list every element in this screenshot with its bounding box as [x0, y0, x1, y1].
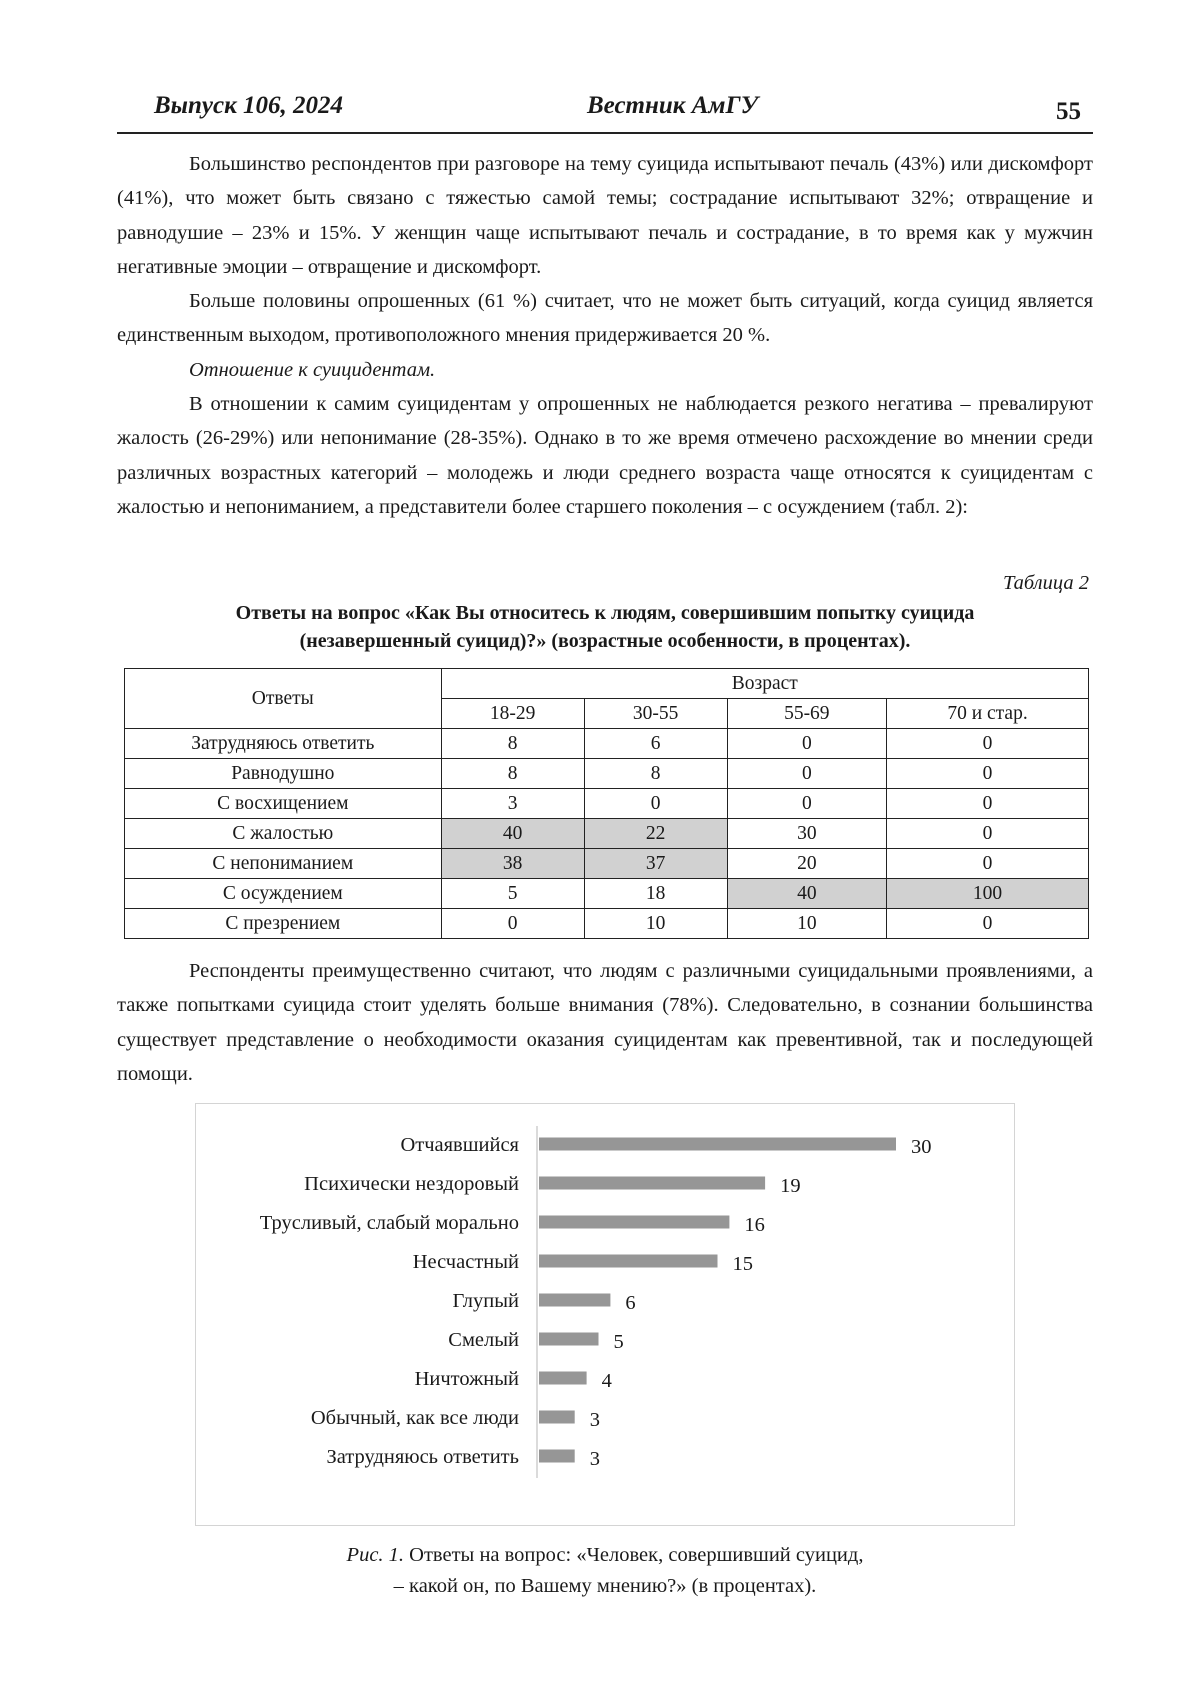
bar	[539, 1372, 587, 1385]
data-label: 3	[589, 1409, 600, 1431]
category-label: Глупый	[452, 1290, 519, 1312]
data-label: 4	[601, 1370, 612, 1392]
answer-cell: С восхищением	[125, 789, 442, 819]
paragraph: Большинство респондентов при разговоре на тему суицида испытывают печаль (43%) или дискомфорт (41%), что может быть связано с тяжестью самой темы; сострадание испытывают 32%; отвращение и равнодушие – 23% и 15%. У женщин чаще испытывают печаль и сострадание, в то время как у мужчин негативные эмоции – отвращение и дискомфорт.	[117, 153, 1093, 278]
value-cell: 0	[727, 729, 886, 759]
bar	[539, 1450, 575, 1463]
body-text-bottom	[117, 954, 1093, 1091]
table-row	[125, 819, 1089, 849]
value-cell: 10	[727, 909, 886, 939]
value-cell: 5	[441, 879, 584, 909]
bar	[539, 1216, 729, 1229]
table-row	[125, 849, 1089, 879]
answer-cell: С презрением	[125, 909, 442, 939]
bar	[539, 1294, 610, 1307]
bar	[539, 1255, 718, 1268]
value-cell: 0	[727, 789, 886, 819]
caption-text: Ответы на вопрос: «Человек, совершивший суицид,	[404, 1544, 864, 1566]
paragraph: Респонденты преимущественно считают, что людям с различными суицидальными проявлениями, а также попытками суицида стоит уделять больше внимания (78%). Следовательно, в сознании большинства существует представление о необходимости оказания суицидентам как превентивной, так и последующей помощи.	[117, 960, 1093, 1085]
value-cell-highlighted: 40	[727, 879, 886, 909]
category-label: Смелый	[448, 1329, 519, 1351]
caption-line: – какой он, по Вашему мнению?» (в процентах).	[393, 1575, 817, 1597]
value-cell-highlighted: 37	[584, 849, 727, 879]
category-label: Затрудняюсь ответить	[326, 1446, 519, 1468]
table-title-line: Ответы на вопрос «Как Вы относитесь к людям, совершившим попытку суицида	[235, 602, 975, 624]
bar	[539, 1333, 599, 1346]
data-label: 3	[589, 1448, 600, 1470]
figure-caption	[117, 1540, 1093, 1602]
answer-cell: С непониманием	[125, 849, 442, 879]
value-cell-highlighted: 38	[441, 849, 584, 879]
paragraph: В отношении к самим суицидентам у опрошенных не наблюдается резкого негатива – превалируют жалость (26-29%) или непонимание (28-35%). Однако в то же время отмечено расхождение во мнении среди различных возрастных категорий – молодежь и люди среднего возраста чаще относятся к суицидентам с жалостью и непониманием, а представители более старшего поколения – с осуждением (табл. 2):	[117, 393, 1093, 518]
value-cell: 3	[441, 789, 584, 819]
category-label: Обычный, как все люди	[310, 1407, 519, 1429]
running-header	[117, 92, 1093, 134]
value-cell: 0	[887, 819, 1089, 849]
table-row	[125, 759, 1089, 789]
value-cell: 0	[887, 729, 1089, 759]
value-cell: 0	[584, 789, 727, 819]
section-subheading: Отношение к суицидентам.	[189, 358, 436, 381]
body-text-top	[117, 147, 1093, 524]
value-cell: 18	[584, 879, 727, 909]
category-label: Отчаявшийся	[400, 1134, 519, 1156]
value-cell-highlighted: 22	[584, 819, 727, 849]
issue-label: Выпуск 106, 2024	[154, 92, 344, 119]
value-cell: 8	[441, 729, 584, 759]
header-answers: Ответы	[125, 669, 442, 729]
category-label: Трусливый, слабый морально	[259, 1212, 519, 1234]
header-age-group: 55-69	[727, 699, 886, 729]
value-cell: 6	[584, 729, 727, 759]
answer-cell: Затрудняюсь ответить	[125, 729, 442, 759]
value-cell: 10	[584, 909, 727, 939]
header-age-group: 18-29	[441, 699, 584, 729]
caption-line	[117, 1540, 1093, 1571]
data-label: 15	[732, 1253, 753, 1275]
data-label: 30	[911, 1136, 932, 1158]
bar	[539, 1138, 896, 1151]
table-title	[117, 599, 1093, 655]
value-cell: 0	[887, 849, 1089, 879]
value-cell: 0	[727, 759, 886, 789]
value-cell: 8	[441, 759, 584, 789]
category-label: Психически нездоровый	[304, 1173, 519, 1195]
table-row	[125, 729, 1089, 759]
value-cell: 0	[441, 909, 584, 939]
data-label: 19	[780, 1175, 801, 1197]
value-cell: 30	[727, 819, 886, 849]
category-label: Несчастный	[412, 1251, 519, 1273]
chart-canvas	[196, 1104, 1016, 1527]
value-cell: 0	[887, 789, 1089, 819]
data-table	[124, 668, 1089, 939]
value-cell: 20	[727, 849, 886, 879]
value-cell-highlighted: 40	[441, 819, 584, 849]
data-label: 16	[744, 1214, 765, 1236]
table-row	[125, 789, 1089, 819]
bar	[539, 1411, 575, 1424]
figure-number: Рис. 1.	[346, 1544, 405, 1566]
table-label: Таблица 2	[1002, 572, 1089, 594]
value-cell-highlighted: 100	[887, 879, 1089, 909]
data-label: 5	[613, 1331, 624, 1353]
value-cell: 0	[887, 759, 1089, 789]
table-row	[125, 909, 1089, 939]
header-age-group: 70 и стар.	[887, 699, 1089, 729]
answer-cell: С жалостью	[125, 819, 442, 849]
answer-cell: С осуждением	[125, 879, 442, 909]
table-title-line: (незавершенный суицид)?» (возрастные особенности, в процентах).	[299, 630, 911, 652]
value-cell: 8	[584, 759, 727, 789]
answer-cell: Равнодушно	[125, 759, 442, 789]
journal-title: Вестник АмГУ	[587, 92, 758, 119]
bar-chart	[195, 1103, 1015, 1526]
paragraph: Больше половины опрошенных (61 %) считает, что не может быть ситуаций, когда суицид является единственным выходом, противоположного мнения придерживается 20 %.	[117, 290, 1093, 347]
bar	[539, 1177, 765, 1190]
header-age: Возраст	[441, 669, 1088, 699]
data-label: 6	[625, 1292, 636, 1314]
header-age-group: 30-55	[584, 699, 727, 729]
category-label: Ничтожный	[414, 1368, 519, 1390]
value-cell: 0	[887, 909, 1089, 939]
page-number: 55	[1056, 98, 1081, 125]
table-row	[125, 879, 1089, 909]
